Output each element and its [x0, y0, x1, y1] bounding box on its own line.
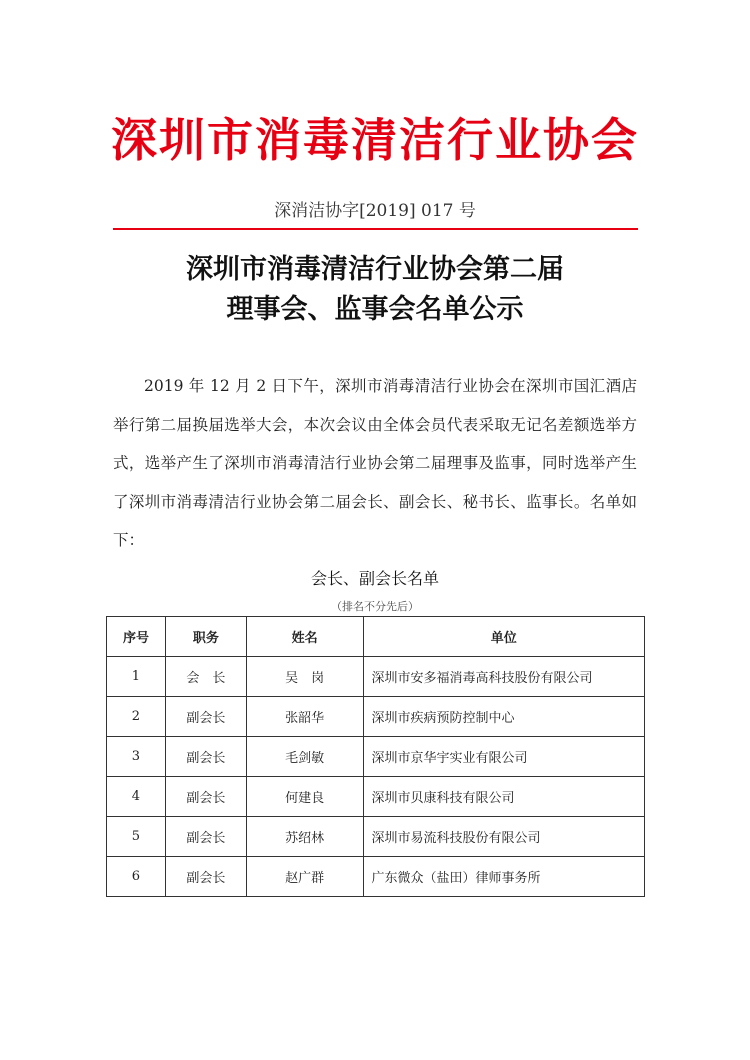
table-row: [107, 777, 645, 817]
cell-role: 副会长: [165, 857, 246, 897]
table-row: [107, 737, 645, 777]
cell-number: 1: [107, 657, 166, 697]
cell-role: 副会长: [165, 697, 246, 737]
cell-name: 赵广群: [246, 857, 363, 897]
cell-number: 5: [107, 817, 166, 857]
cell-organization: 深圳市安多福消毒高科技股份有限公司: [363, 657, 644, 697]
cell-number: 3: [107, 737, 166, 777]
document-heading-line-2: 理事会、监事会名单公示: [226, 294, 524, 325]
document-heading: [0, 250, 750, 330]
table-row: [107, 697, 645, 737]
cell-name: 张韶华: [246, 697, 363, 737]
table-row: [107, 657, 645, 697]
red-divider-line: [113, 228, 638, 230]
cell-organization: 深圳市疾病预防控制中心: [363, 697, 644, 737]
cell-organization: 深圳市易流科技股份有限公司: [363, 817, 644, 857]
table-row: [107, 857, 645, 897]
cell-number: 6: [107, 857, 166, 897]
members-table: [106, 616, 645, 897]
document-number: 深消洁协字[2019] 017 号: [274, 201, 476, 221]
table-note: （排名不分先后）: [331, 600, 419, 613]
document-heading-line-1: 深圳市消毒清洁行业协会第二届: [186, 254, 564, 285]
table-row: [107, 817, 645, 857]
cell-role: 副会长: [165, 817, 246, 857]
cell-name: 吴 岗: [246, 657, 363, 697]
column-header-role: 职务: [165, 617, 246, 657]
column-header-name: 姓名: [246, 617, 363, 657]
cell-number: 4: [107, 777, 166, 817]
cell-role: 副会长: [165, 777, 246, 817]
body-paragraph: 2019 年 12 月 2 日下午，深圳市消毒清洁行业协会在深圳市国汇酒店举行第二届换届选举大会，本次会议由全体会员代表采取无记名差额选举方式，选举产生了深圳市消毒清洁行业协会第二届理事及监事，同时选举产生了深圳市消毒清洁行业协会第二届会长、副会长、秘书长、监事长。名单如下：: [113, 377, 637, 549]
column-header-number: 序号: [107, 617, 166, 657]
table-header-row: [107, 617, 645, 657]
cell-role: 副会长: [165, 737, 246, 777]
cell-organization: 广东微众（盐田）律师事务所: [363, 857, 644, 897]
cell-name: 苏绍林: [246, 817, 363, 857]
cell-name: 毛剑敏: [246, 737, 363, 777]
cell-organization: 深圳市贝康科技有限公司: [363, 777, 644, 817]
column-header-organization: 单位: [363, 617, 644, 657]
cell-organization: 深圳市京华宇实业有限公司: [363, 737, 644, 777]
cell-name: 何建良: [246, 777, 363, 817]
cell-number: 2: [107, 697, 166, 737]
cell-role: 会 长: [165, 657, 246, 697]
org-letterhead-title: 深圳市消毒清洁行业协会: [111, 113, 639, 167]
table-title: 会长、副会长名单: [310, 569, 439, 588]
